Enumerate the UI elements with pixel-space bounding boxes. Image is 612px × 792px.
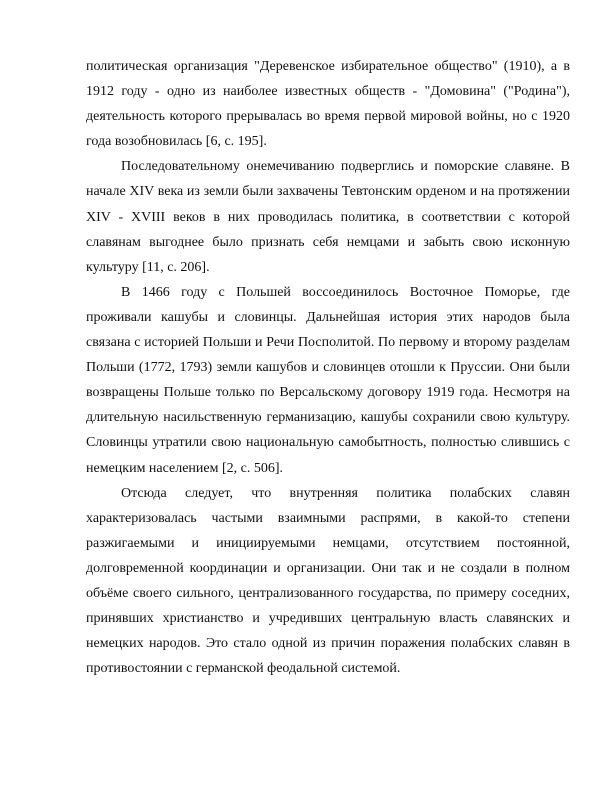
document-body xyxy=(86,54,570,681)
paragraph-1: политическая организация "Деревенское избирательное общество" (1910), а в 1912 году - одно из наиболее известных обществ - "Домовина" ("Родина"), деятельность которого прерывалась во время первой мировой войны, но с 1920 года возобновилась [6, с. 195]. xyxy=(86,59,570,150)
paragraph-4: Отсюда следует, что внутренняя политика полабских славян характеризовалась частыми взаимными распрями, в какой-то степени разжигаемыми и инициируемыми немцами, отсутствием постоянной, долговременной координации и организации. Они так и не создали в полном объёме своего сильного, централизованного государства, по примеру соседних, принявших христианство и учредивших центральную власть славянских и немецких народов. Это стало одной из причин поражения полабских славян в противостоянии с германской феодальной системой. xyxy=(86,485,570,677)
paragraph-3: В 1466 году с Польшей воссоединилось Восточное Поморье, где проживали кашубы и словинцы. Дальнейшая история этих народов была связана с историей Польши и Речи Посполитой. По первому и второму разделам Польши (1772, 1793) земли кашубов и словинцев отошли к Пруссии. Они были возвращены Польше только по Версальскому договору 1919 года. Несмотря на длительную насильственную германизацию, кашубы сохранили свою культуру. Словинцы утратили свою национальную самобытность, полностью слившись с немецким населением [2, с. 506]. xyxy=(86,284,570,476)
paragraph-2: Последовательному онемечиванию подверглись и поморские славяне. В начале XIV века из земли были захвачены Тевтонским орденом и на протяжении XIV - XVIII веков в них проводилась политика, в соответствии с которой славянам выгоднее было признать себя немцами и забыть свою исконную культуру [11, с. 206]. xyxy=(86,159,570,275)
